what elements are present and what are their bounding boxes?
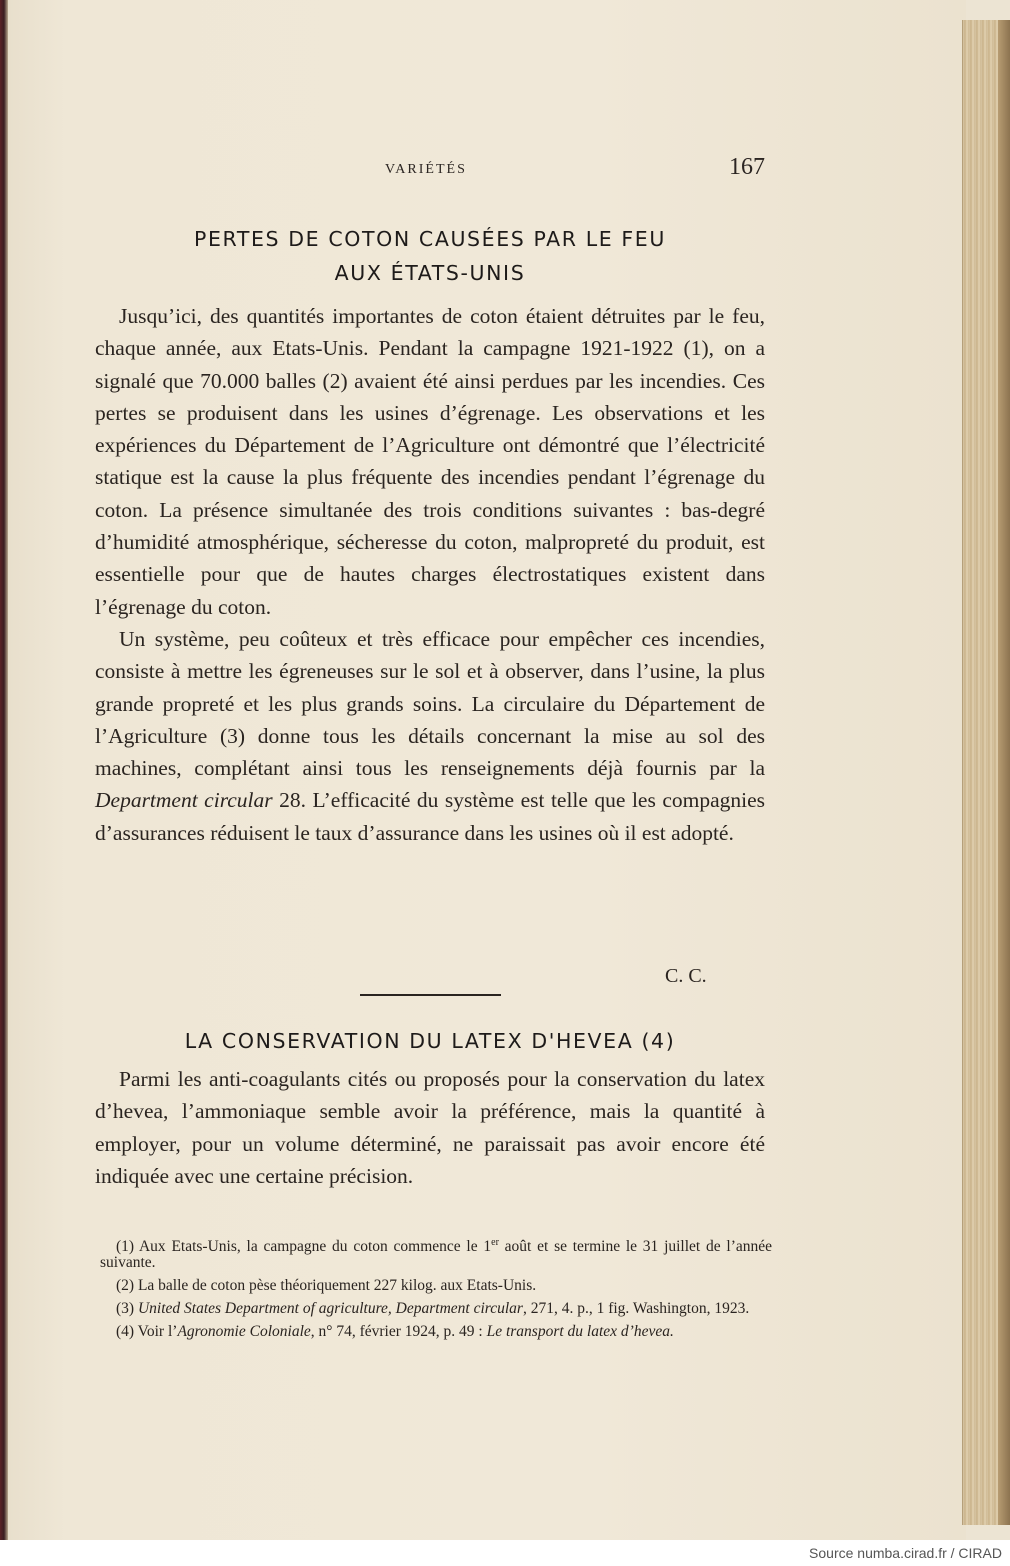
footnote-4-text-b: , n° 74, février 1924, p. 49 :: [310, 1323, 487, 1340]
source-bar: [0, 1540, 1010, 1566]
footnote-1-text-a: (1) Aux Etats-Unis, la campagne du coton commence le 1: [116, 1238, 492, 1255]
footnote-4: [100, 1324, 772, 1340]
running-head: [95, 154, 765, 184]
article1-paragraph2: [95, 623, 765, 849]
footnote-3: [100, 1301, 772, 1317]
running-title: VARIÉTÉS: [385, 162, 467, 177]
department-circular-italic: Department circular: [95, 788, 273, 813]
footnote-4-italic-2: Le transport du latex d’hevea.: [486, 1323, 674, 1340]
footnote-3-italic: United States Department of agriculture, Department circular: [137, 1300, 523, 1317]
article1-body: [95, 300, 765, 849]
footnotes: [100, 1236, 772, 1347]
footnote-1-text-b: août et se termine le 31 juillet de l’année suivante.: [100, 1238, 772, 1271]
footnote-2: (2) La balle de coton pèse théoriquement 227 kilog. aux Etats-Unis.: [116, 1277, 537, 1294]
article1-paragraph2-text-b: 28. L’efficacité du système est telle que les compagnies d’assurances réduisent le taux d’assurance dans les usines où il est adopté.: [95, 788, 766, 845]
book-cover-edge: [998, 20, 1010, 1525]
footnote-1: [100, 1236, 772, 1271]
article1-signature: C. C.: [665, 965, 707, 987]
footnote-3-text-b: , 271, 4. p., 1 fig. Washington, 1923.: [522, 1300, 750, 1317]
article1-paragraph2-text-a: Un système, peu coûteux et très efficace pour empêcher ces incendies, consiste à mettre les égreneuses sur le sol et à observer, dans l’usine, la plus grande propreté et les plus grands soins. La circulaire du Département de l’Agriculture (3) donne tous les détails concernant la mise au sol des machines, complétant ainsi tous les renseignements déjà fournis par la: [95, 626, 765, 781]
article1-title-line1: PERTES DE COTON CAUSÉES PAR LE FEU: [194, 227, 666, 251]
article2-title: LA CONSERVATION DU LATEX D'HEVEA (4): [184, 1029, 676, 1053]
section-divider: [360, 994, 501, 996]
article2-body: [95, 1063, 765, 1192]
article2-paragraph1: Parmi les anti-coagulants cités ou proposés pour la conservation du latex d’hevea, l’ammoniaque semble avoir la préférence, mais la quantité à employer, pour un volume déterminé, ne paraissait pas avoir encore été indiquée avec une certaine précision.: [95, 1067, 765, 1188]
source-credit: Source numba.cirad.fr / CIRAD: [809, 1545, 1002, 1561]
article1-title-line2: AUX ÉTATS-UNIS: [334, 261, 526, 285]
page-number: 167: [729, 154, 765, 180]
footnote-4-text-a: (4) Voir l’: [116, 1323, 178, 1340]
footnote-4-italic-1: Agronomie Coloniale: [177, 1323, 311, 1340]
article1-paragraph1: Jusqu’ici, des quantités importantes de coton étaient détruites par le feu, chaque année, aux Etats-Unis. Pendant la campagne 1921-1922 (1), on a signalé que 70.000 balles (2) avaient été ainsi perdues par les incendies. Ces pertes se produisent dans les usines d’égrenage. Les observations et les expériences du Département de l’Agriculture ont démontré que l’électricité statique est la cause la plus fréquente des incendies pendant l’égrenage du coton. La présence simultanée des trois conditions suivantes : bas-degré d’humidité atmosphérique, sécheresse du coton, malpropreté du produit, est essentielle pour que de hautes charges électrostatiques existent dans l’égrenage du coton.: [95, 304, 765, 619]
binding-edge: [0, 0, 8, 1540]
footnote-1-superscript: er: [491, 1236, 499, 1248]
footnote-3-text-a: (3): [116, 1300, 138, 1317]
